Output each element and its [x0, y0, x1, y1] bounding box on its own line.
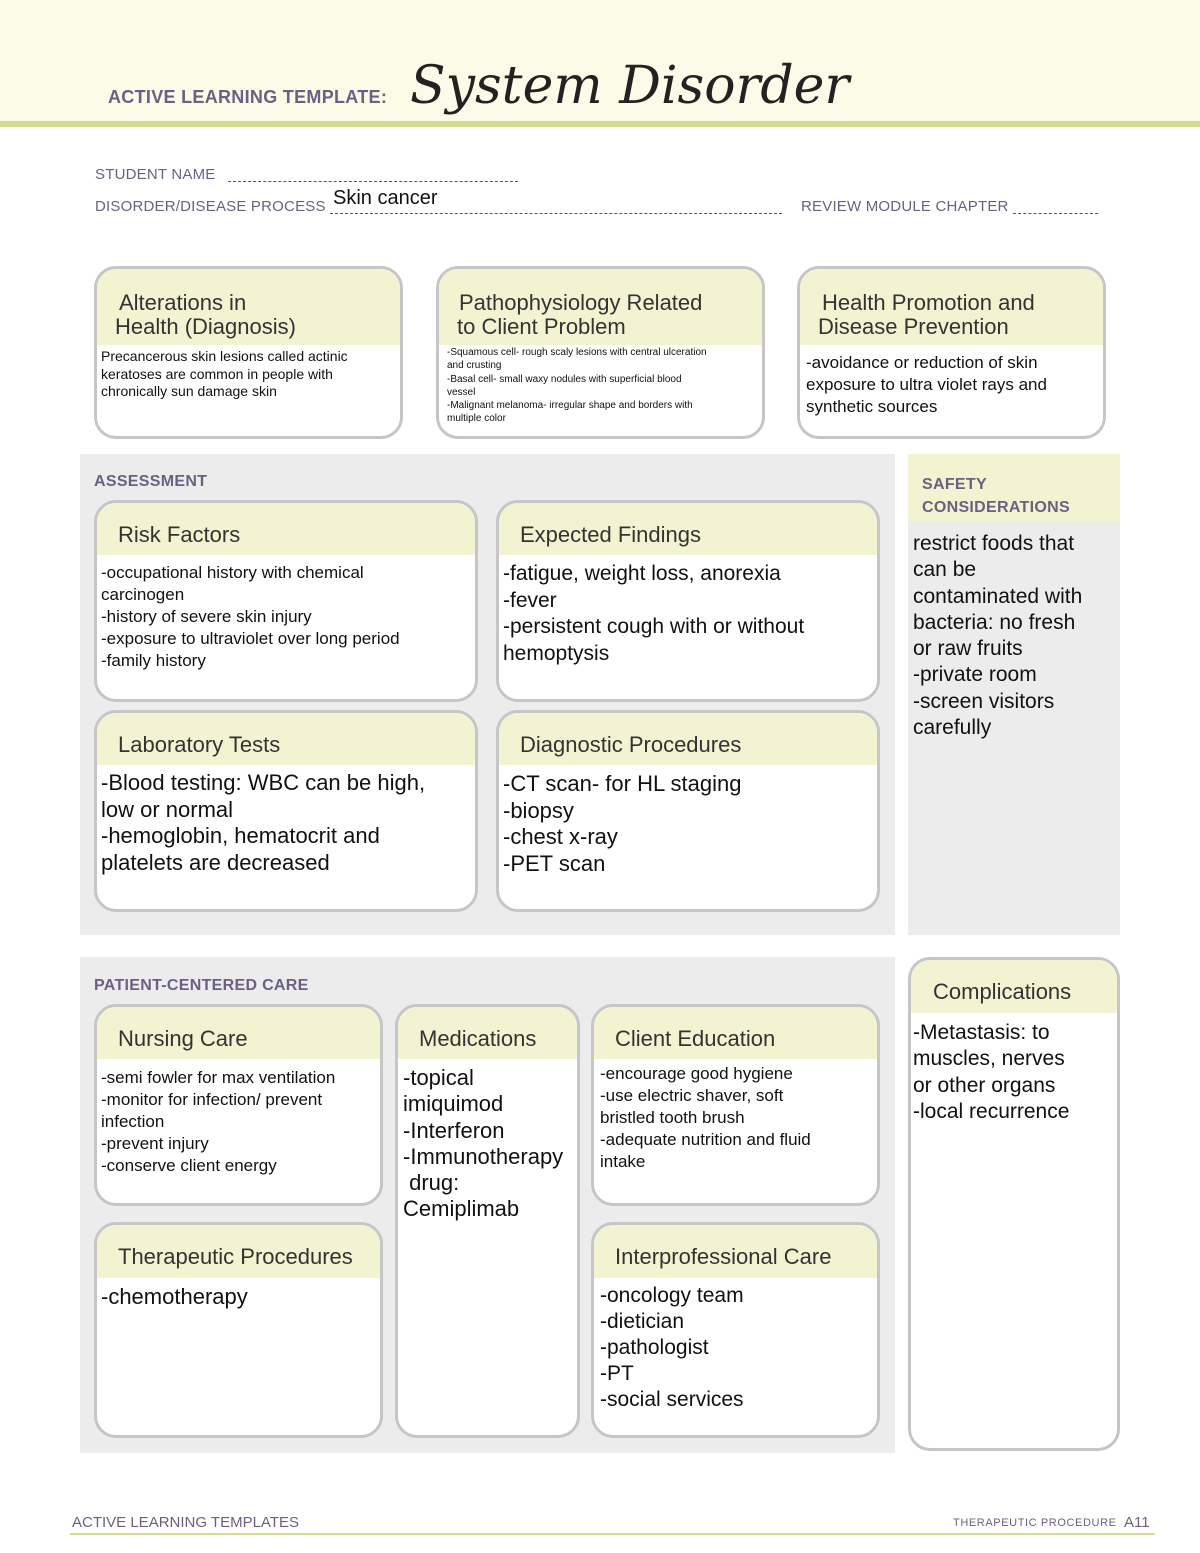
footer-section: THERAPEUTIC PROCEDURE [953, 1517, 1117, 1529]
header-rule [0, 121, 1200, 127]
diagnostic-procedures-box [496, 710, 880, 912]
text-line: -screen visitors [913, 689, 1055, 713]
text-line: Cemiplimab [403, 1196, 520, 1222]
text-line: -dietician [600, 1310, 685, 1333]
health-promotion-text [806, 352, 1097, 418]
complications-header [911, 960, 1117, 1013]
complications-box [908, 957, 1120, 1451]
alterations-text [101, 348, 394, 401]
text-line: -adequate nutrition and fluid [600, 1130, 811, 1149]
pathophysiology-text [447, 346, 756, 426]
review-chapter-field[interactable] [1013, 213, 1098, 214]
text-line: -semi fowler for max ventilation [101, 1068, 336, 1087]
text-line: -pathologist [600, 1336, 709, 1359]
patient-centered-title: PATIENT-CENTERED CARE [94, 977, 309, 994]
expected-findings-header [499, 503, 877, 555]
diagnostic-procedures-title: Diagnostic Procedures [520, 732, 742, 757]
text-line: platelets are decreased [101, 849, 330, 875]
text-line: Precancerous skin lesions called actinic [101, 348, 348, 364]
text-line: keratoses are common in people with [101, 365, 333, 382]
text-line: -fatigue, weight loss, anorexia [503, 562, 781, 585]
text-line: -PT [600, 1362, 634, 1385]
health-promotion-box [797, 266, 1106, 439]
text-line: -Malignant melanoma- irregular shape and borders with [447, 400, 693, 412]
text-line: -Blood testing: WBC can be high, [101, 770, 426, 795]
safety-title-1: SAFETY [922, 476, 987, 493]
text-line: or raw fruits [913, 637, 1023, 661]
text-line: exposure to ultra violet rays and [806, 375, 1047, 394]
expected-findings-title: Expected Findings [520, 522, 701, 547]
text-line: infection [101, 1112, 165, 1131]
client-education-header [594, 1007, 877, 1059]
expected-findings-text [503, 561, 871, 667]
text-line: -fever [503, 588, 557, 612]
student-name-field[interactable] [228, 181, 518, 182]
text-line: vessel [447, 386, 476, 398]
footer-rule [70, 1533, 1155, 1535]
text-line: -oncology team [600, 1284, 744, 1307]
assessment-title: ASSESSMENT [94, 473, 208, 490]
alterations-box [94, 266, 403, 439]
text-line: -biopsy [503, 797, 574, 823]
pathophysiology-box [436, 266, 765, 439]
text-line: -conserve client energy [101, 1156, 277, 1175]
alterations-title-2: Health (Diagnosis) [115, 314, 296, 339]
risk-factors-text [101, 562, 469, 672]
therapeutic-procedures-box [94, 1222, 383, 1438]
medications-box [395, 1004, 580, 1438]
pathophysiology-header [439, 269, 762, 345]
client-education-title: Client Education [615, 1026, 776, 1051]
text-line: -social services [600, 1388, 744, 1411]
pathophysiology-title-1: Pathophysiology Related [459, 290, 703, 315]
diagnostic-procedures-header [499, 713, 877, 765]
text-line: -PET scan [503, 850, 606, 876]
nursing-care-box [94, 1004, 383, 1206]
laboratory-tests-text [101, 770, 469, 876]
text-line: and crusting [447, 360, 502, 372]
laboratory-tests-box [94, 710, 478, 912]
medications-title: Medications [419, 1026, 537, 1051]
alterations-title-1: Alterations in [119, 290, 247, 315]
risk-factors-header [97, 503, 475, 555]
text-line: -Interferon [403, 1117, 505, 1143]
text-line: -family history [101, 651, 206, 670]
nursing-care-header [97, 1007, 380, 1059]
template-label: ACTIVE LEARNING TEMPLATE: [108, 87, 388, 107]
text-line: -private room [913, 663, 1037, 687]
text-line: -encourage good hygiene [600, 1064, 793, 1083]
risk-factors-title: Risk Factors [118, 522, 241, 547]
text-line: -avoidance or reduction of skin [806, 353, 1038, 372]
text-line: chronically sun damage skin [101, 383, 277, 399]
nursing-care-text [101, 1067, 374, 1177]
therapeutic-procedures-title: Therapeutic Procedures [118, 1244, 353, 1269]
alterations-header [97, 269, 400, 345]
text-line: -hemoglobin, hematocrit and [101, 823, 380, 848]
text-line: -monitor for infection/ prevent [101, 1090, 323, 1109]
laboratory-tests-header [97, 713, 475, 765]
text-line: can be [913, 558, 977, 582]
text-line: drug: [403, 1170, 460, 1196]
complications-title: Complications [933, 979, 1072, 1004]
pathophysiology-title-2: to Client Problem [457, 314, 626, 339]
interprofessional-care-box [591, 1222, 880, 1438]
health-promotion-title-2: Disease Prevention [818, 314, 1009, 339]
text-line: -Immunotherapy [403, 1143, 564, 1169]
health-promotion-header [800, 269, 1103, 345]
medications-header [398, 1007, 577, 1059]
nursing-care-title: Nursing Care [118, 1026, 248, 1051]
text-line: intake [600, 1152, 646, 1171]
text-line: synthetic sources [806, 397, 938, 416]
interprofessional-care-header [594, 1225, 877, 1278]
therapeutic-procedures-header [97, 1225, 380, 1278]
text-line: -chemotherapy [101, 1284, 248, 1309]
text-line: multiple color [447, 413, 506, 425]
health-promotion-title-1: Health Promotion and [822, 290, 1035, 315]
text-line: bristled tooth brush [600, 1108, 745, 1127]
text-line: -use electric shaver, soft [600, 1086, 784, 1105]
risk-factors-box [94, 500, 478, 702]
text-line: hemoptysis [503, 641, 610, 665]
text-line: imiquimod [403, 1091, 504, 1117]
text-line: -chest x-ray [503, 824, 618, 849]
complications-text [913, 1020, 1111, 1125]
medications-text [403, 1065, 571, 1223]
client-education-box [591, 1004, 880, 1206]
text-line: -history of severe skin injury [101, 607, 312, 626]
student-name-label: STUDENT NAME [95, 166, 216, 183]
footer-left: ACTIVE LEARNING TEMPLATES [72, 1514, 299, 1531]
text-line: carefully [913, 716, 992, 740]
page-title: System Disorder [410, 56, 850, 116]
interprofessional-care-title: Interprofessional Care [615, 1244, 832, 1269]
disorder-field[interactable] [330, 213, 782, 214]
safety-title-2: CONSIDERATIONS [922, 499, 1070, 516]
text-line: -occupational history with chemical [101, 563, 364, 582]
text-line: -topical [403, 1065, 474, 1090]
expected-findings-box [496, 500, 880, 702]
text-line: -Basal cell- small waxy nodules with superficial blood [447, 373, 682, 385]
text-line: carcinogen [101, 585, 185, 604]
text-line: -exposure to ultraviolet over long period [101, 629, 400, 648]
text-line: -Squamous cell- rough scaly lesions with central ulceration [447, 347, 707, 358]
text-line: or other organs [913, 1073, 1056, 1097]
text-line: -local recurrence [913, 1099, 1070, 1123]
text-line: contaminated with [913, 584, 1083, 608]
review-chapter-label: REVIEW MODULE CHAPTER [801, 198, 1009, 215]
text-line: -prevent injury [101, 1134, 209, 1153]
text-line: -CT scan- for HL staging [503, 771, 742, 796]
safety-text [913, 531, 1082, 741]
therapeutic-procedures-text [101, 1284, 374, 1311]
text-line: muscles, nerves [913, 1047, 1065, 1071]
text-line: -persistent cough with or without [503, 615, 805, 638]
disorder-label: DISORDER/DISEASE PROCESS [95, 198, 326, 215]
disorder-value: Skin cancer [333, 187, 438, 209]
diagnostic-procedures-text [503, 771, 871, 877]
safety-title [922, 473, 1070, 519]
client-education-text [600, 1063, 871, 1173]
page-number: A11 [1124, 1514, 1150, 1531]
text-line: restrict foods that [913, 532, 1075, 555]
text-line: low or normal [101, 796, 234, 822]
laboratory-tests-title: Laboratory Tests [118, 732, 281, 757]
interprofessional-care-text [600, 1283, 871, 1413]
text-line: bacteria: no fresh [913, 610, 1076, 634]
text-line: -Metastasis: to [913, 1021, 1050, 1044]
